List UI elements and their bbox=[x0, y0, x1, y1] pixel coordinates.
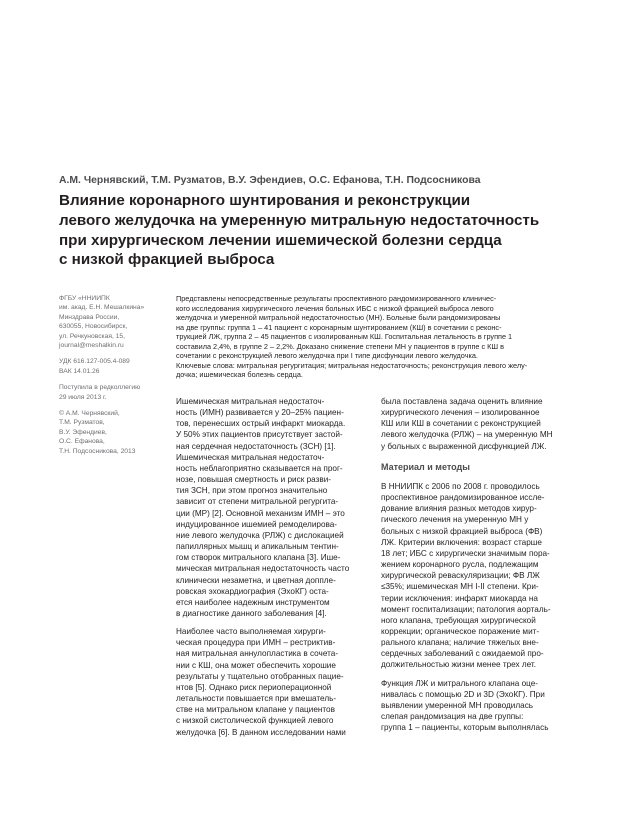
text-line: жением коронарного русла, подлежащим bbox=[381, 560, 539, 570]
text-line: В.У. Эфендиев, bbox=[59, 428, 107, 436]
text-line: © А.М. Чернявский, bbox=[59, 410, 120, 418]
text-line: Т.М. Рузматов, bbox=[59, 419, 105, 427]
text-line: летальности повышается при вмешатель- bbox=[176, 694, 337, 704]
text-line: в диагностике данного заболевания [4]. bbox=[176, 608, 327, 618]
text-line: стве на митральном клапане у пациентов bbox=[176, 705, 335, 715]
text-line: КШ или КШ в сочетании с реконструкцией bbox=[381, 419, 541, 429]
text-line: группа 1 – пациенты, которым выполнялась bbox=[381, 723, 549, 733]
abstract bbox=[176, 294, 576, 380]
text-line: journal@meshalkin.ru bbox=[59, 342, 124, 350]
text-line: О.С. Ефанова, bbox=[59, 438, 105, 446]
text-line: мическая митральная недостаточность часто bbox=[176, 564, 350, 574]
text-line: ность неблагоприятно сказывается на прог- bbox=[176, 463, 343, 473]
text-line: составила 2,4%, в группе 2 – 2,2%. Доказано снижение степени МН у пациентов в группе с КШ в bbox=[176, 341, 505, 351]
text-line: хирургической реваскуляризации; ФВ ЛЖ bbox=[381, 571, 540, 581]
text-line: у больных с выраженной дисфункцией ЛЖ. bbox=[381, 441, 547, 451]
text-line: 630055, Новосибирск, bbox=[59, 323, 128, 331]
text-line: ная сердечная недостаточность (ЗСН) [1]. bbox=[176, 441, 336, 451]
text-line: результаты у тщательно отобранных пацие- bbox=[176, 671, 344, 681]
text-line: хирургического лечения – изолированное bbox=[381, 408, 540, 418]
text-line: гом створок митрального клапана [3]. Ише- bbox=[176, 553, 341, 563]
text-line: папиллярных мышц и апикальным тентин- bbox=[176, 542, 339, 552]
text-line: нозе, повышая смертность и риск разви- bbox=[176, 475, 332, 485]
text-line: ется наиболее надежным инструментом bbox=[176, 597, 330, 607]
text-line: 29 июля 2013 г. bbox=[59, 393, 107, 401]
paragraph-echo bbox=[381, 678, 577, 734]
text-line: ЛЖ. Критерии включения: возраст старше bbox=[381, 537, 542, 547]
text-line: Т.Н. Подсосникова, 2013 bbox=[59, 447, 136, 455]
text-line: Ишемическая митральная недостаточ- bbox=[176, 452, 325, 462]
text-line: ность (ИМН) развивается у 20–25% пациен- bbox=[176, 408, 344, 418]
text-line: В ННИИПК с 2006 по 2008 г. проводилось bbox=[381, 481, 540, 491]
text-line: больных с низкой фракцией выброса (ФВ) bbox=[381, 526, 543, 536]
text-line: должительностью жизни менее трех лет. bbox=[381, 660, 537, 670]
text-line: с низкой систолической функцией левого bbox=[176, 716, 334, 726]
text-line: ции (МР) [2]. Основной механизм ИМН – это bbox=[176, 508, 345, 518]
text-line: Ишемическая митральная недостаточ- bbox=[176, 397, 325, 406]
text-line: Наиболее часто выполняемая хирурги- bbox=[176, 627, 326, 637]
article-sidebar bbox=[59, 294, 163, 463]
text-line: левого желудочка на умеренную митральную недостаточность bbox=[59, 211, 540, 229]
text-line: Минздрава России, bbox=[59, 313, 120, 321]
affiliation bbox=[59, 294, 163, 350]
text-line: желудочка [6]. В данном исследовании нами bbox=[176, 727, 346, 737]
text-line: сочетании с реконструкцией левого желудочка при I типе дисфункции левого желудочка. bbox=[176, 351, 478, 361]
text-line: нии с КШ, она может обеспечить хорошие bbox=[176, 660, 336, 670]
text-line: была поставлена задача оценить влияние bbox=[381, 397, 543, 406]
text-line: Поступила в редколлегию bbox=[59, 384, 141, 392]
text-line: с низкой фракцией выброса bbox=[59, 251, 275, 269]
text-line: ВАК 14.01.26 bbox=[59, 367, 100, 375]
text-line: дочка; ишемическая болезнь сердца. bbox=[176, 370, 303, 380]
text-line: Влияние коронарного шунтирования и реконструкции bbox=[59, 192, 471, 209]
body-column-right bbox=[381, 396, 577, 740]
paragraph-intro bbox=[176, 396, 372, 619]
text-line: ≤35%; ишемическая МН I-II степени. Кри- bbox=[381, 582, 539, 592]
text-line: УДК 616.127-005.4-089 bbox=[59, 358, 130, 366]
text-line: тов, перенесших острый инфаркт миокарда. bbox=[176, 419, 346, 429]
text-line: на две группы: группа 1 – 41 пациент с коронарным шунтированием (КШ) в сочетании с реконс- bbox=[176, 322, 502, 332]
text-line: ного клапана, требующая хирургической bbox=[381, 615, 536, 625]
text-line: момент госпитализации; патология аорталь- bbox=[381, 604, 551, 614]
text-line: кого исследования хирургического лечения больных ИБС с низкой фракцией выброса левого bbox=[176, 303, 494, 313]
text-line: нтов [5]. Однако риск периоперационной bbox=[176, 682, 332, 692]
text-line: Ключевые слова: митральная регургитация; митральная недостаточность; реконструкция левого желу- bbox=[176, 360, 528, 370]
text-line: при хирургическом лечении ишемической болезни сердца bbox=[59, 231, 502, 249]
body-column-left bbox=[176, 396, 372, 745]
section-heading-methods: Материал и методы bbox=[381, 461, 470, 472]
text-line: сердечных заболеваний с ожидаемой про- bbox=[381, 649, 544, 659]
paragraph-aim bbox=[381, 396, 577, 452]
text-line: слепая рандомизация на две группы: bbox=[381, 712, 524, 722]
text-line: зависит от степени митральной регургита- bbox=[176, 497, 339, 507]
text-line: желудочка и умеренной митральной недостаточностью (МН). Больные были рандомизированы bbox=[176, 313, 501, 323]
text-line: терии исключения: инфаркт миокарда на bbox=[381, 593, 538, 603]
text-line: проспективное рандомизированное иссле- bbox=[381, 493, 545, 503]
received-date bbox=[59, 383, 163, 402]
text-line: Представлены непосредственные результаты проспективного рандомизированного клиничес- bbox=[176, 294, 497, 303]
copyright bbox=[59, 409, 163, 456]
paragraph-methods bbox=[381, 481, 577, 671]
text-line: трукцией ЛЖ, группа 2 – 45 пациентов с изолированным КШ. Госпитальная летальность в группе 1 bbox=[176, 332, 513, 342]
article-authors: А.М. Чернявский, Т.М. Рузматов, В.У. Эфендиев, О.С. Ефанова, Т.Н. Подсосникова bbox=[59, 175, 481, 186]
text-line: гического лечения на умеренную МН у bbox=[381, 515, 529, 525]
text-line: ная митральная аннулопластика в сочета- bbox=[176, 649, 339, 659]
text-line: им. акад. Е.Н. Мешалкина» bbox=[59, 304, 145, 312]
text-line: 18 лет; ИБС с хирургически значимым пора- bbox=[381, 548, 550, 558]
text-line: тия ЗСН, при этом прогноз значительно bbox=[176, 486, 328, 496]
text-line: дование влияния разных методов хирур- bbox=[381, 504, 537, 514]
text-line: клинически незаметна, и цветная допплe- bbox=[176, 575, 336, 585]
text-line: нивалась с помощью 2D и 3D (ЭхоКГ). При bbox=[381, 689, 545, 699]
text-line: коррекции; органическое поражение мит- bbox=[381, 626, 540, 636]
text-line: выявлении умеренной МН проводилась bbox=[381, 700, 534, 710]
text-line: левого желудочка (РЛЖ) – на умеренную МН bbox=[381, 430, 553, 440]
text-line: индуцированное ишемией ремоделирова- bbox=[176, 519, 338, 529]
text-line: Функция ЛЖ и митрального клапана оце- bbox=[381, 678, 539, 688]
text-line: ние левого желудочка (РЛЖ) с дислокацией bbox=[176, 530, 344, 540]
article-title bbox=[59, 191, 589, 270]
text-line: ческая процедура при ИМН – рестриктив- bbox=[176, 638, 336, 648]
text-line: рального клапана; наличие тяжелых вне- bbox=[381, 638, 539, 648]
paragraph-surgery bbox=[176, 626, 372, 738]
udk-codes bbox=[59, 357, 163, 376]
text-line: ул. Речкуновская, 15, bbox=[59, 332, 125, 340]
text-line: У 50% этих пациентов присутствует застой- bbox=[176, 430, 343, 440]
text-line: ФГБУ «ННИИПК bbox=[59, 295, 110, 302]
text-line: ровская эхокардиография (ЭхоКГ) оста- bbox=[176, 586, 329, 596]
